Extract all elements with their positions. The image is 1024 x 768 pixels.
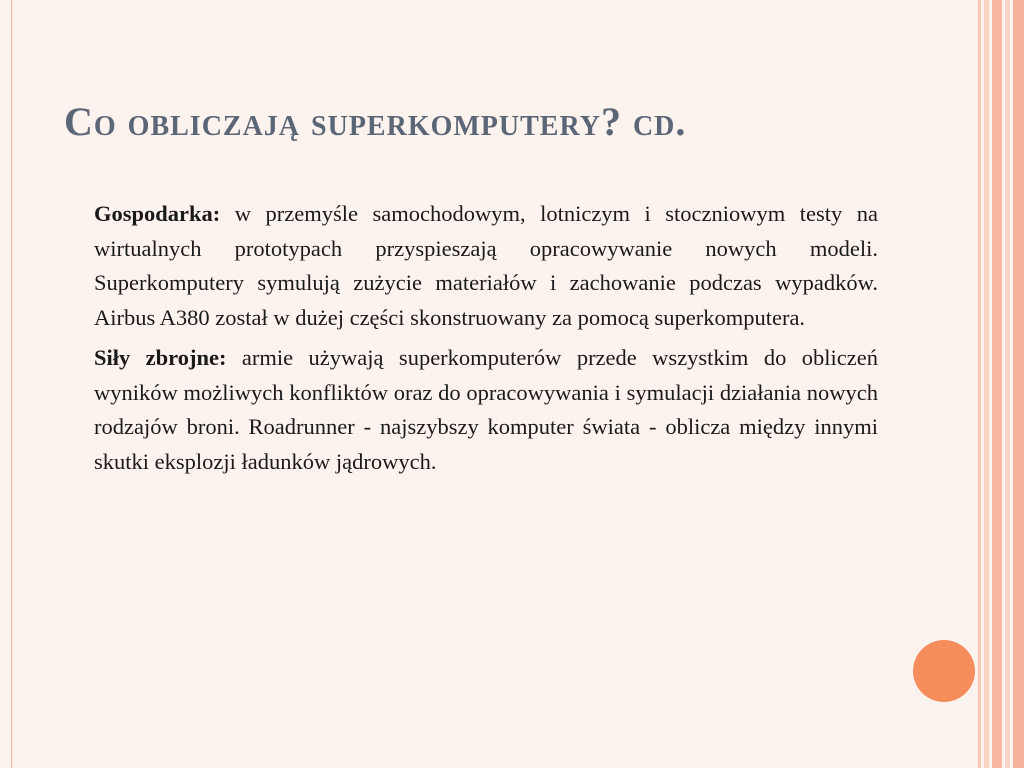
paragraph-text: armie używają superkomputerów przede wszystkim do obliczeń wyników możliwych konfliktów oraz do opracowywania i symulacji działania nowych rodzajów broni. Roadrunner - najszybszy komputer świata - oblicza między innymi skutki eksplozji ładunków jądrowych. (94, 345, 878, 474)
stripe (1005, 0, 1010, 768)
stripe (978, 0, 981, 768)
paragraph-military (94, 341, 878, 479)
stripe (984, 0, 989, 768)
paragraph-text: w przemyśle samochodowym, lotniczym i stoczniowym testy na wirtualnych prototypach przyspieszają opracowywanie nowych modeli. Superkomputery symulują zużycie materiałów i zachowanie podczas wypadków. Airbus A380 został w dużej części skonstruowany za pomocą superkomputera. (94, 201, 878, 330)
stripe (992, 0, 1002, 768)
paragraph-lead: Siły zbrojne: (94, 345, 227, 370)
paragraph-lead: Gospodarka: (94, 201, 221, 226)
stripe (1013, 0, 1024, 768)
right-stripes-decoration (978, 0, 1024, 768)
slide-title: Co obliczają superkomputery? cd. (64, 99, 687, 144)
accent-circle-decoration (913, 640, 975, 702)
paragraph-economy (94, 197, 878, 335)
left-border-decoration (0, 0, 12, 768)
slide-body (94, 197, 878, 485)
